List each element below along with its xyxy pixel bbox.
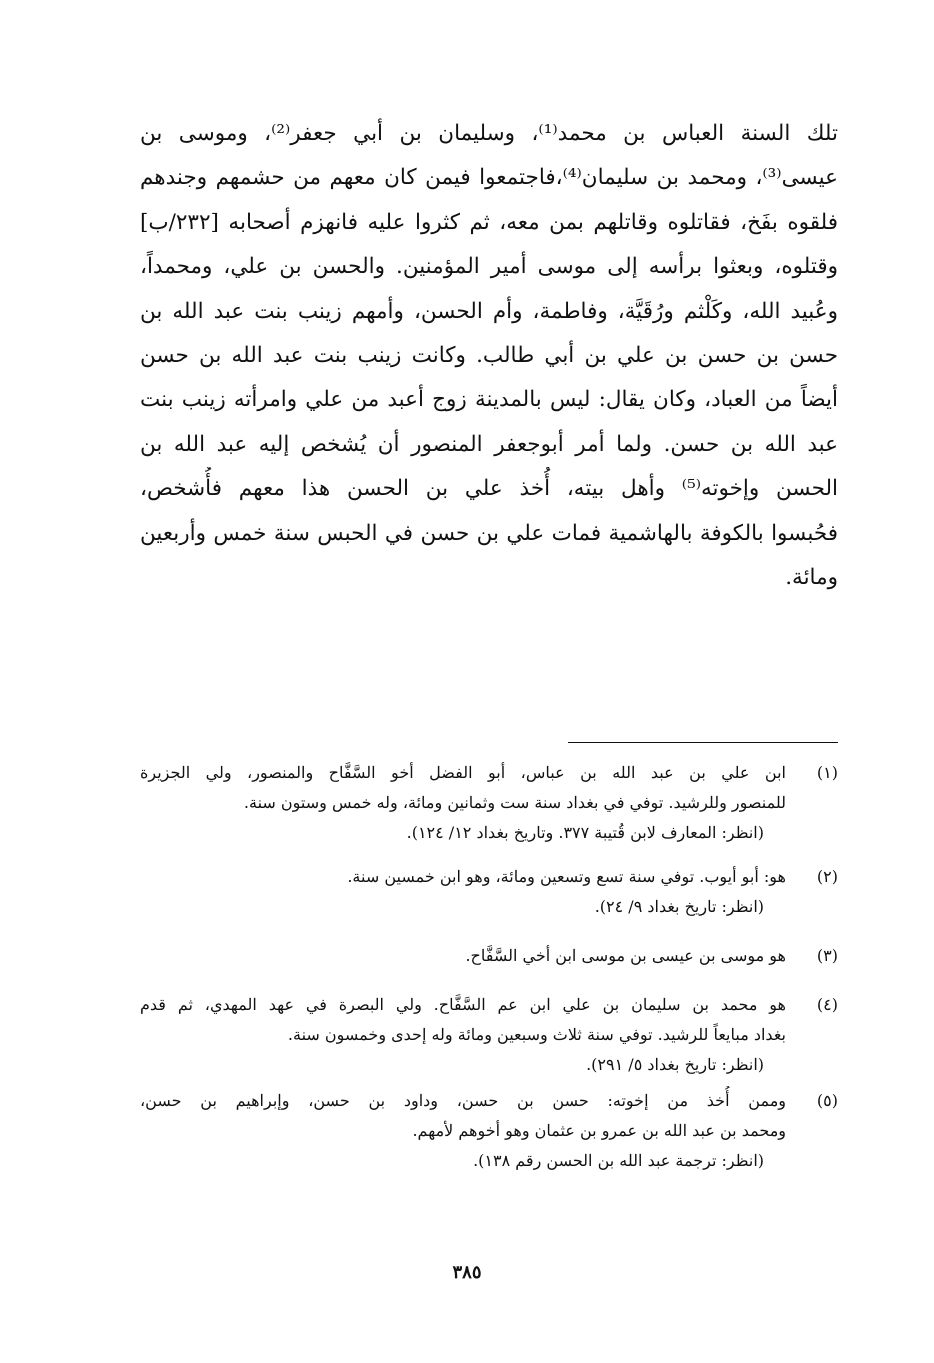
main-text-line: فلقوه بفَخ، فقاتلوه وقاتلهم بمن معه، ثم كثروا عليه فانهزم أصحابه [٢٣٢/ب] (140, 209, 838, 235)
main-text-line: أيضاً من العباد، وكان يقال: ليس بالمدينة زوج أعبد من علي وامرأته زينب بنت (140, 387, 838, 413)
footnote-number: (٢) (816, 867, 838, 886)
footnote-line: ابن علي بن عبد الله بن عباس، أبو الفضل أخو السَّفَّاح والمنصور، ولي الجزيرة (140, 763, 786, 782)
main-text-line: تلك السنة العباس بن محمد⁽¹⁾، وسليمان بن أبي جعفر⁽²⁾، وموسى بن (140, 121, 838, 146)
footnote-3 (140, 941, 838, 971)
footnote-5 (140, 1086, 838, 1176)
main-text-line: فحُبسوا بالكوفة بالهاشمية فمات علي بن حسن في الحبس سنة خمس وأربعين (140, 520, 838, 546)
footnote-separator (568, 742, 838, 743)
main-text-line: حسن بن حسن بن علي بن أبي طالب. وكانت زينب بنت عبد الله بن حسن (140, 342, 838, 368)
footnote-line: (انظر: المعارف لابن قُتيبة ٣٧٧. وتاريخ بغداد ١٢/ ١٢٤). (406, 823, 764, 842)
main-text-line: وقتلوه، وبعثوا برأسه إلى موسى أمير المؤمنين. والحسن بن علي، ومحمداً، (140, 254, 838, 280)
footnote-number: (٤) (816, 995, 838, 1014)
footnote-number: (٣) (816, 946, 838, 965)
footnote-number: (١) (816, 763, 838, 782)
footnote-line: للمنصور وللرشيد. توفي في بغداد سنة ست وثمانين ومائة، وله خمس وستون سنة. (243, 793, 786, 812)
main-text-line: عيسى⁽³⁾، ومحمد بن سليمان⁽⁴⁾،فاجتمعوا فيمن كان معهم من حشمهم وجندهم (140, 165, 838, 191)
footnote-line: (انظر: ترجمة عبد الله بن الحسن رقم ١٣٨). (473, 1151, 764, 1170)
footnote-line: (انظر: تاريخ بغداد ٩/ ٢٤). (594, 897, 764, 916)
footnote-4 (140, 990, 838, 1080)
main-text-line: الحسن وإخوته⁽⁵⁾ وأهل بيته، أُخذ علي بن الحسن هذا معهم فأُشخص، (140, 476, 838, 502)
footnote-line: هو محمد بن سليمان بن علي ابن عم السَّفَّاح. ولي البصرة في عهد المهدي، ثم قدم (140, 995, 786, 1014)
footnote-line: وممن أُخذ من إخوته: حسن بن حسن، وداود بن حسن، وإبراهيم بن حسن، (140, 1091, 786, 1110)
footnote-line: هو: أبو أيوب. توفي سنة تسع وتسعين ومائة، وهو ابن خمسين سنة. (347, 867, 786, 886)
footnote-line: هو موسى بن عيسى بن موسى ابن أخي السَّفَّاح. (465, 946, 786, 965)
main-text-line: وعُبيد الله، وكَلْثم ورُقَيَّة، وفاطمة، وأم الحسن، وأمهم زينب بنت عبد الله بن (140, 298, 838, 324)
main-text-line: ومائة. (785, 564, 838, 590)
main-text-line: عبد الله بن حسن. ولما أمر أبوجعفر المنصور أن يُشخص إليه عبد الله بن (140, 431, 838, 457)
footnote-1 (140, 758, 838, 848)
footnotes-section (140, 758, 838, 1176)
footnote-2 (140, 862, 838, 922)
footnote-line: بغداد مبايعاً للرشيد. توفي سنة ثلاث وسبعين ومائة وله إحدى وخمسون سنة. (287, 1025, 786, 1044)
footnote-number: (٥) (816, 1091, 838, 1110)
page-number: ٣٨٥ (452, 1262, 482, 1283)
main-text-block (140, 112, 838, 600)
footnote-line: (انظر: تاريخ بغداد ٥/ ٢٩١). (586, 1055, 764, 1074)
footnote-line: ومحمد بن عبد الله بن عمرو بن عثمان وهو أخوهم لأمهم. (412, 1121, 786, 1140)
